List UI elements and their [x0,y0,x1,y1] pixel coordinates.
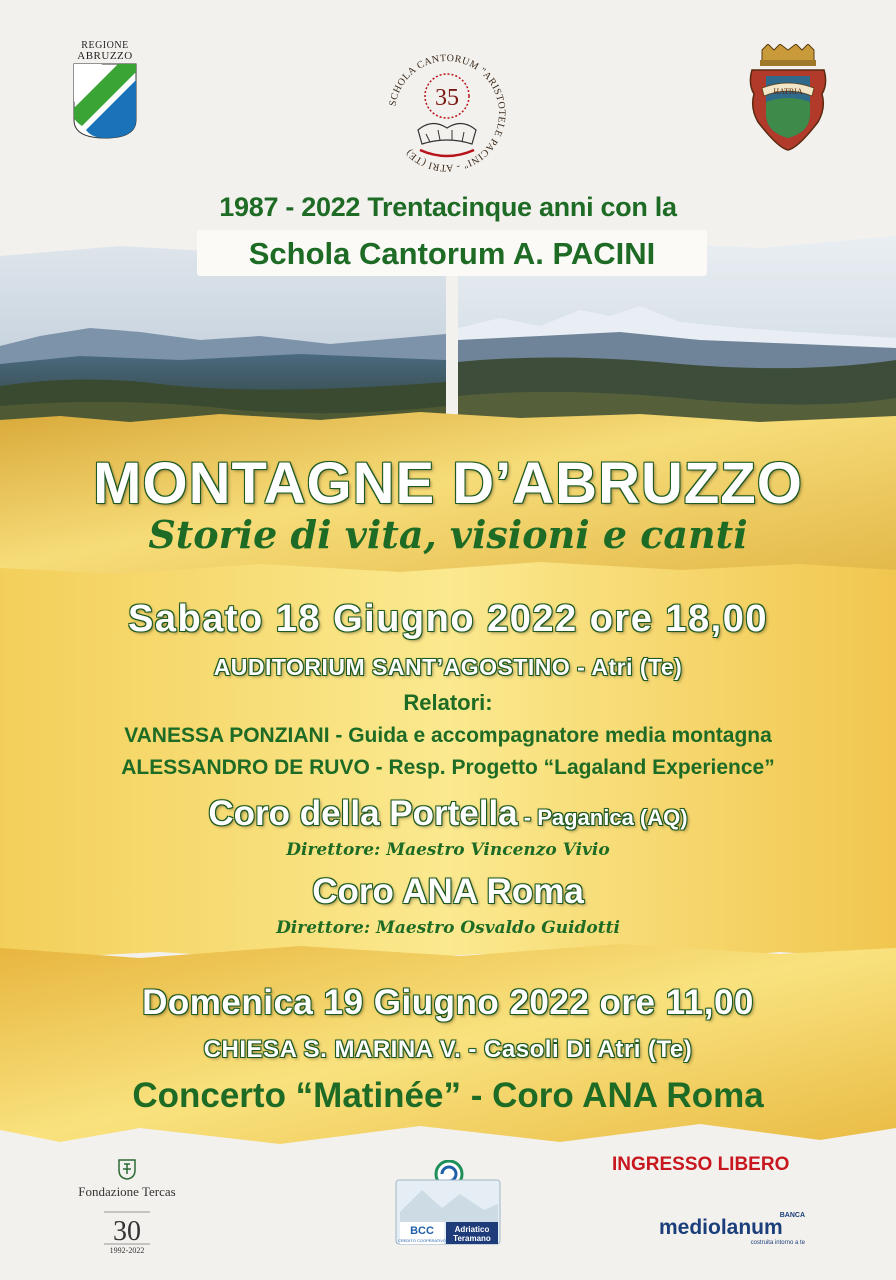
fondazione-tercas-logo [72,1158,182,1258]
anniversary-line: 1987 - 2022 Trentacinque anni con la [219,192,677,222]
regione-abruzzo-logo [72,40,138,140]
tercas-years: 1992-2022 [109,1246,145,1255]
day1-date: Sabato 18 Giugno 2022 ore 18,00 [128,598,768,640]
mediolanum-tagline: costruita intorno a te [750,1240,805,1246]
coro-1 [0,794,896,834]
coro-1-director: Direttore: Maestro Vincenzo Vivio [286,840,610,860]
coro-2-director: Direttore: Maestro Osvaldo Guidotti [276,918,620,938]
tercas-name: Fondazione Tercas [78,1184,176,1199]
coat-of-arms-icon [748,44,828,152]
coro-2-name: Coro ANA Roma [312,872,584,911]
bcc-adriatico: Adriatico [454,1225,490,1234]
hatria-coat-of-arms [748,44,828,152]
mediolanum-name: mediolanum [659,1216,783,1239]
tercas-number: 30 [113,1216,141,1247]
abruzzo-label: ABRUZZO [77,50,133,62]
concerto-line: Concerto “Matinée” - Coro ANA Roma [132,1076,764,1115]
schola-ring-text: SCHOLA CANTORUM "ARISTOTELE PACINI" - ATRI (TE) [387,52,508,174]
bcc-logo-icon [394,1160,504,1252]
relatore-1: VANESSA PONZIANI - Guida e accompagnatore media montagna [124,724,772,747]
coro-1-place: - Paganica (AQ) [517,805,688,830]
schola-cantorum-logo [386,52,508,174]
free-entry-label: INGRESSO LIBERO [612,1154,790,1175]
relatore-2: ALESSANDRO DE RUVO - Resp. Progetto “Lagaland Experience” [121,756,775,779]
hatria-banner-text: HATRIA [773,87,803,96]
regione-shield-icon [72,62,138,140]
tercas-emblem-icon [117,1158,137,1180]
schola-number: 35 [435,85,459,111]
schola-title-box [197,230,707,276]
relatori-label: Relatori: [403,690,493,715]
mediolanum-banca: BANCA [779,1212,805,1219]
bcc-label: BCC [410,1225,434,1237]
bcc-sublabel: CREDITO COOPERATIVO [397,1238,447,1243]
event-title: MONTAGNE D’ABRUZZO [93,451,803,516]
day2-date: Domenica 19 Giugno 2022 ore 11,00 [142,983,754,1022]
bcc-teramano: Teramano [453,1234,491,1243]
coro-1-name: Coro della Portella [208,794,518,833]
schola-emblem-icon [386,52,508,174]
mediolanum-logo-icon [655,1208,815,1248]
banca-mediolanum-logo [655,1208,815,1248]
bcc-adriatico-teramano-logo [394,1160,504,1252]
day1-venue: AUDITORIUM SANT’AGOSTINO - Atri (Te) [213,654,683,680]
schola-title: Schola Cantorum A. PACINI [248,236,656,271]
event-subtitle: Storie di vita, visioni e canti [148,512,748,557]
tercas-30-badge [102,1210,152,1256]
regione-label: REGIONE [81,40,129,51]
day2-venue: CHIESA S. MARINA V. - Casoli Di Atri (Te) [203,1036,693,1063]
